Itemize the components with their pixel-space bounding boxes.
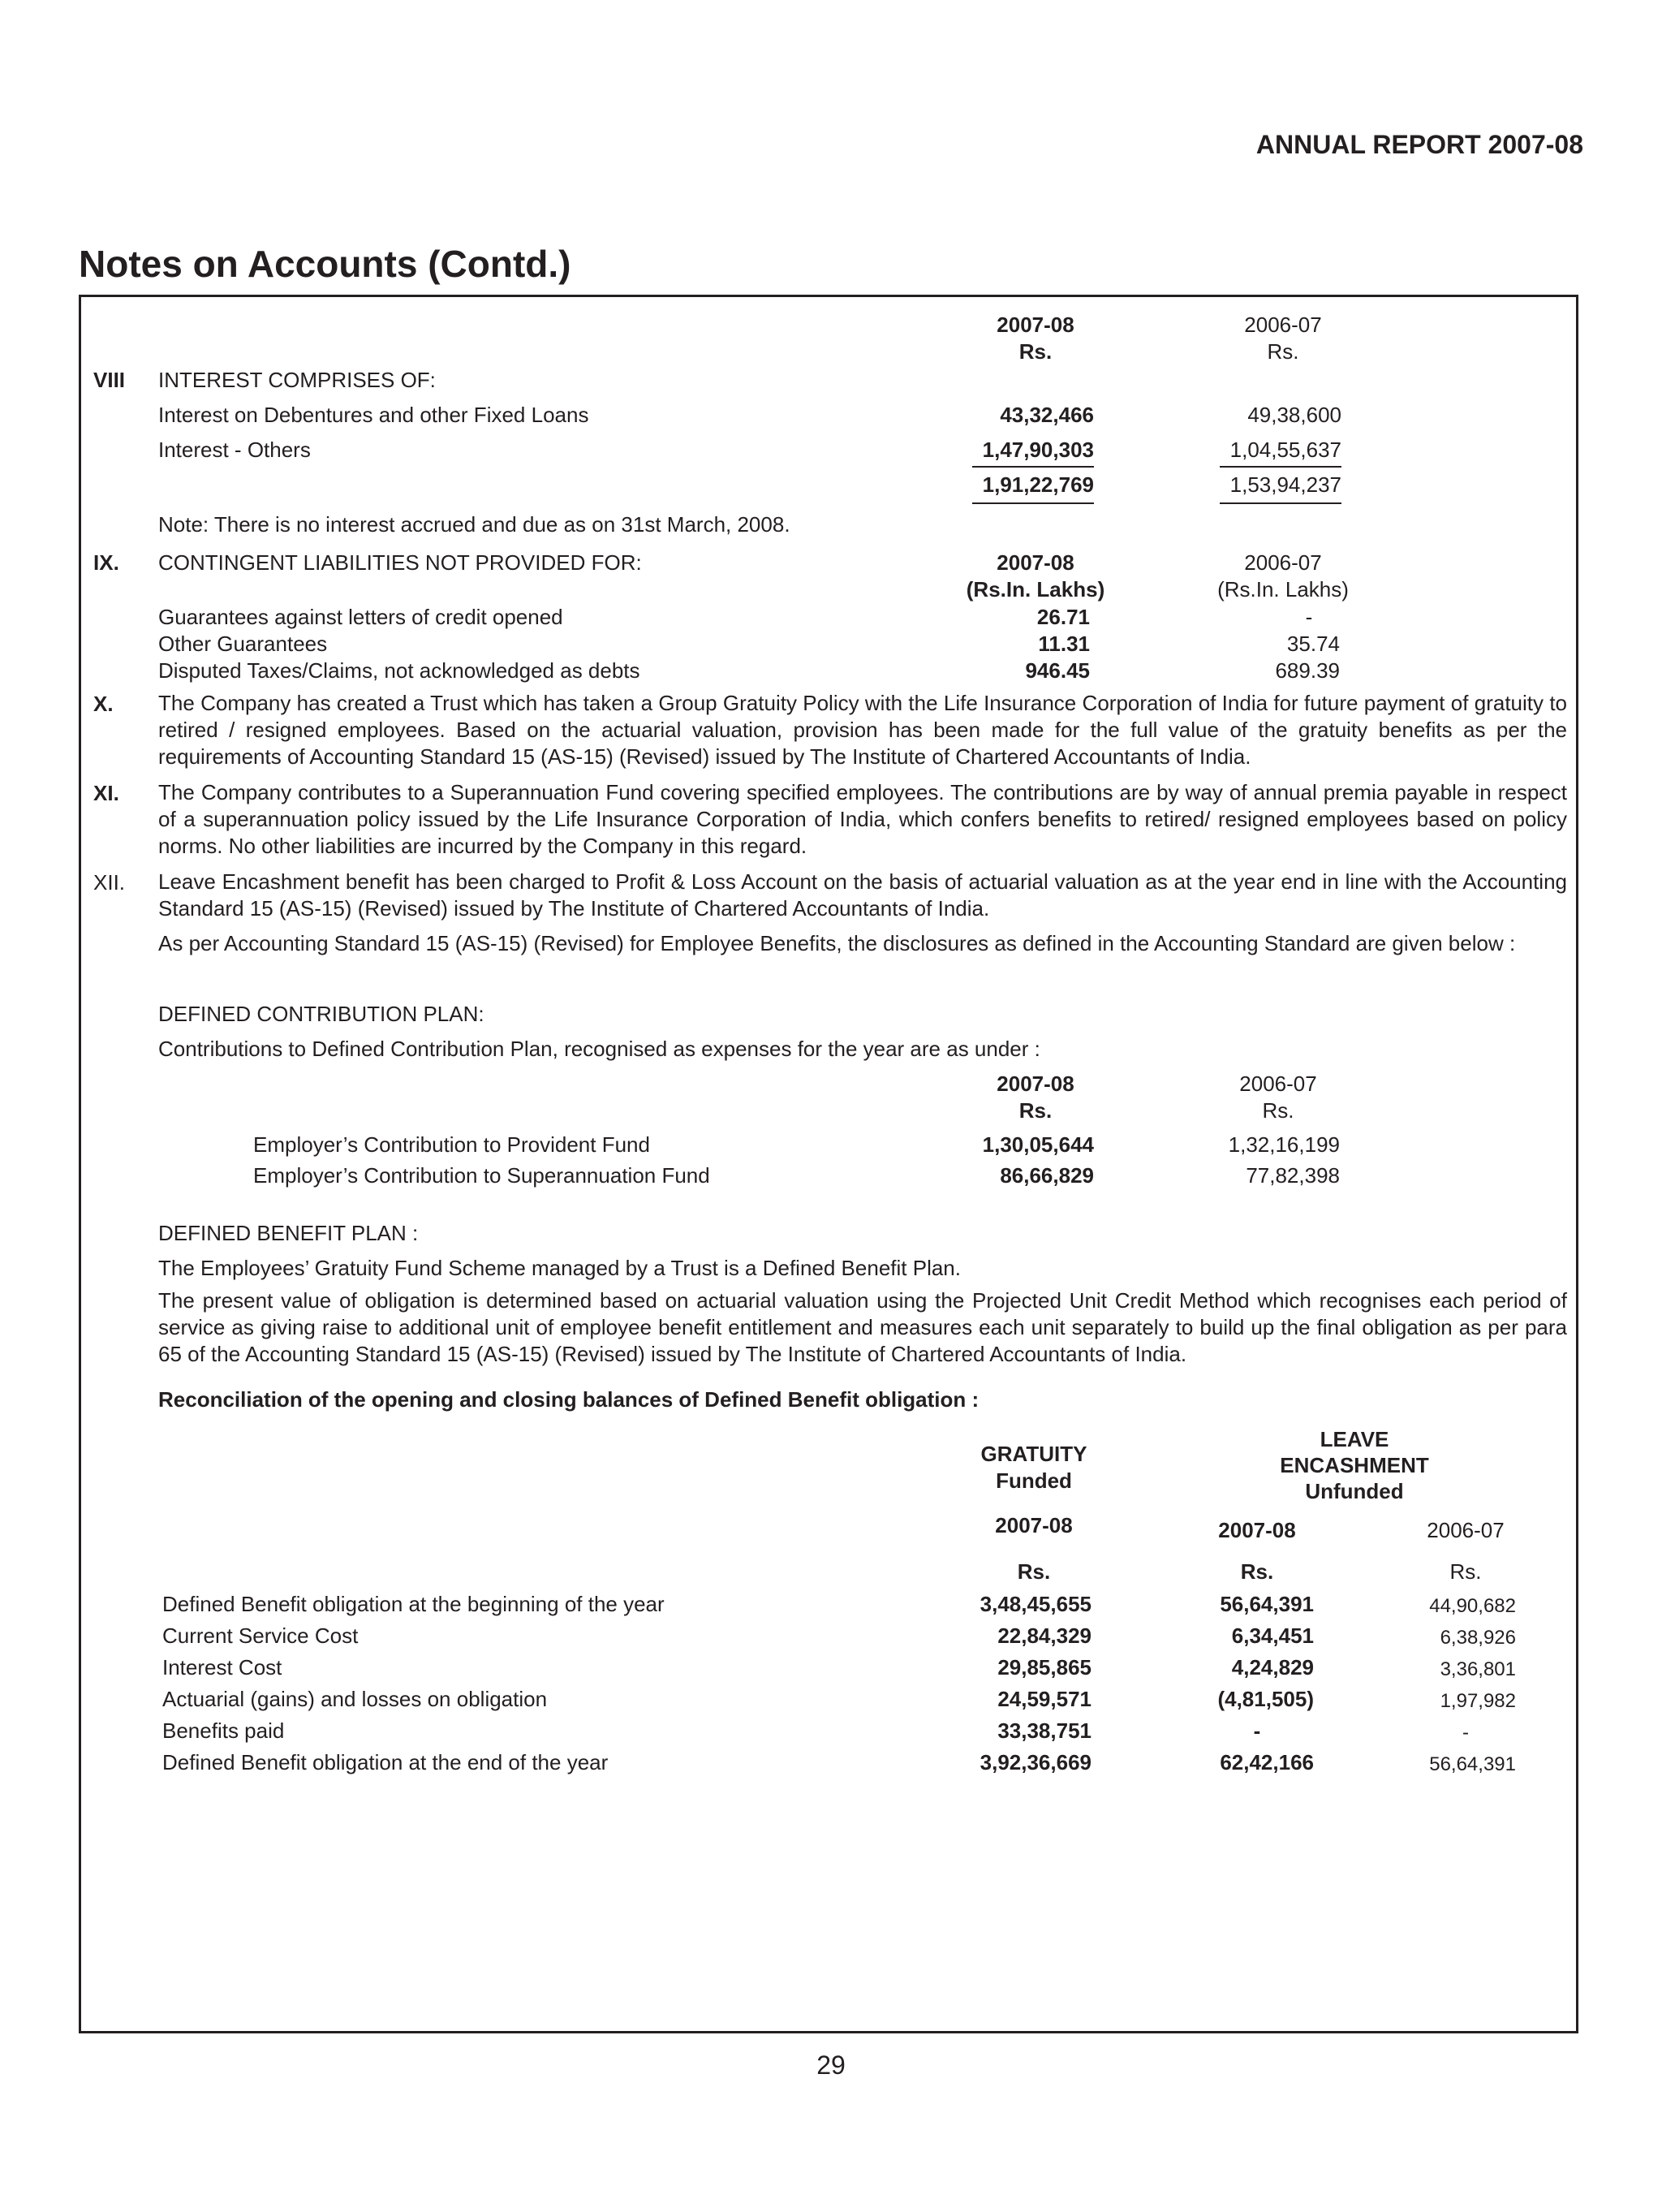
recon-unit-gratuity: Rs. — [1017, 1559, 1051, 1584]
recon-row-leave-2007: 3,36,801 — [1440, 1658, 1516, 1680]
viii-label: VIII — [93, 368, 126, 392]
viii-col-2008-unit: Rs. — [1018, 339, 1053, 364]
dc-row-value-2008: 86,66,829 — [1000, 1163, 1094, 1188]
viii-total-2008: 1,91,22,769 — [982, 472, 1094, 497]
recon-row-leave-2008: 56,64,391 — [1220, 1592, 1314, 1616]
ix-label: IX. — [93, 550, 119, 575]
viii-row-label: Interest on Debentures and other Fixed Loans — [158, 403, 589, 427]
viii-col-2008: 2007-08 — [997, 313, 1074, 337]
ix-heading: CONTINGENT LIABILITIES NOT PROVIDED FOR: — [158, 550, 642, 575]
dc-row-value-2008: 1,30,05,644 — [982, 1132, 1094, 1157]
recon-row-gratuity: 3,92,36,669 — [980, 1750, 1091, 1774]
db-paragraph: The present value of obligation is determined based on actuarial valuation using the Projected Unit Credit Method which recognises each period of service as giving raise to additional unit of employee benefit entitlement and measures each unit separately to build up the final obligation as per para 65 of the Accounting Standard 15 (AS-15) (Revised) issued by The Institute of Chartered Accountants of India. — [158, 1288, 1567, 1366]
recon-row-gratuity: 22,84,329 — [997, 1623, 1091, 1648]
dc-col-2008: 2007-08 — [997, 1072, 1074, 1096]
ix-col-2008: 2007-08 — [997, 550, 1074, 575]
ix-row-value-2007: 689.39 — [1275, 658, 1340, 683]
xi-paragraph: The Company contributes to a Superannuation Fund covering specified employees. The contributions are by way of annual premia payable in respect of a superannuation policy issued by the Life Insurance Corporation of India, which confers benefits to retired/ resigned employees based on policy norms. No other liabilities are incurred by the Company in this regard. — [158, 780, 1567, 858]
recon-gratuity-subheader: Funded — [996, 1468, 1072, 1493]
recon-year-leave-2008: 2007-08 — [1218, 1518, 1296, 1542]
page-number: 29 — [816, 2050, 846, 2080]
recon-row-leave-2007: 56,64,391 — [1429, 1753, 1516, 1775]
dc-col-2007: 2006-07 — [1239, 1072, 1317, 1096]
recon-unit-leave-2007: Rs. — [1449, 1559, 1482, 1584]
viii-row-label: Interest - Others — [158, 438, 311, 462]
viii-note: Note: There is no interest accrued and due as on 31st March, 2008. — [158, 512, 790, 537]
ix-col-2007-unit: (Rs.In. Lakhs) — [1217, 577, 1349, 602]
dc-row-label: Employer’s Contribution to Provident Fund — [253, 1132, 650, 1157]
viii-row-value-2008: 43,32,466 — [1000, 403, 1094, 427]
recon-row-leave-2008: 6,34,451 — [1231, 1623, 1314, 1648]
dc-row-value-2007: 77,82,398 — [1246, 1163, 1340, 1188]
x-label: X. — [93, 692, 114, 716]
page-title: Notes on Accounts (Contd.) — [79, 243, 571, 285]
recon-leave-header-2: ENCASHMENT — [1280, 1453, 1429, 1477]
recon-gratuity-header: GRATUITY — [980, 1442, 1087, 1466]
viii-total-2007: 1,53,94,237 — [1229, 472, 1341, 497]
ix-col-2007: 2006-07 — [1244, 550, 1322, 575]
recon-row-label: Benefits paid — [162, 1718, 285, 1743]
recon-row-gratuity: 29,85,865 — [997, 1655, 1091, 1679]
recon-year-gratuity: 2007-08 — [995, 1513, 1073, 1537]
x-paragraph: The Company has created a Trust which has taken a Group Gratuity Policy with the Life Insurance Corporation of India for future payment of gratuity to retired / resigned employees. Based on the actuarial valuation, provision has been made for the full value of the gratuity benefits as per the requirements of Accounting Standard 15 (AS-15) (Revised) issued by The Institute of Chartered Accountants of India. — [158, 691, 1567, 769]
recon-row-leave-2008: 4,24,829 — [1231, 1655, 1314, 1679]
viii-total-rule-2007 — [1220, 502, 1341, 504]
recon-leave-subheader: Unfunded — [1305, 1479, 1404, 1503]
dc-row-value-2007: 1,32,16,199 — [1228, 1132, 1340, 1157]
dc-intro: Contributions to Defined Contribution Plan, recognised as expenses for the year are as under : — [158, 1037, 1040, 1061]
recon-row-gratuity: 3,48,45,655 — [980, 1592, 1091, 1616]
recon-row-label: Interest Cost — [162, 1655, 282, 1679]
recon-row-label: Actuarial (gains) and losses on obligation — [162, 1687, 548, 1711]
recon-row-leave-2007: 1,97,982 — [1440, 1690, 1516, 1712]
recon-row-leave-2007: 6,38,926 — [1440, 1627, 1516, 1649]
recon-row-leave-2007: - — [1462, 1722, 1469, 1744]
recon-row-gratuity: 24,59,571 — [997, 1687, 1091, 1711]
xii-paragraph-1: Leave Encashment benefit has been charged to Profit & Loss Account on the basis of actuarial valuation as at the year end in line with the Accounting Standard 15 (AS-15) (Revised) issued by The Institute of Chartered Accountants of India. — [158, 869, 1567, 921]
viii-col-2007-unit: Rs. — [1267, 339, 1299, 364]
recon-row-label: Current Service Cost — [162, 1623, 359, 1648]
viii-subtotal-rule-2008 — [972, 466, 1094, 468]
recon-row-leave-2008: - — [1253, 1718, 1261, 1743]
recon-row-label: Defined Benefit obligation at the beginning of the year — [162, 1592, 665, 1616]
recon-row-leave-2007: 44,90,682 — [1429, 1595, 1516, 1617]
viii-row-value-2007: 49,38,600 — [1247, 403, 1341, 427]
recon-row-label: Defined Benefit obligation at the end of the year — [162, 1750, 609, 1774]
xii-paragraph-2: As per Accounting Standard 15 (AS-15) (Revised) for Employee Benefits, the disclosures as defined in the Accounting Standard are given below : — [158, 931, 1516, 955]
ix-row-value-2008: 11.31 — [1038, 632, 1090, 656]
recon-year-leave-2007: 2006-07 — [1427, 1518, 1505, 1542]
recon-row-leave-2008: 62,42,166 — [1220, 1750, 1314, 1774]
recon-leave-header: LEAVE — [1320, 1427, 1389, 1451]
ix-row-label: Disputed Taxes/Claims, not acknowledged as debts — [158, 658, 640, 683]
viii-subtotal-rule-2007 — [1220, 466, 1341, 468]
viii-row-value-2007: 1,04,55,637 — [1229, 438, 1341, 462]
report-header: ANNUAL REPORT 2007-08 — [1255, 130, 1583, 159]
xi-label: XI. — [93, 781, 119, 805]
db-heading: DEFINED BENEFIT PLAN : — [158, 1221, 419, 1245]
dc-row-label: Employer’s Contribution to Superannuation Fund — [253, 1163, 710, 1188]
recon-row-leave-2008: (4,81,505) — [1217, 1687, 1314, 1711]
viii-heading: INTEREST COMPRISES OF: — [158, 368, 436, 392]
viii-row-value-2008: 1,47,90,303 — [982, 438, 1094, 462]
ix-row-value-2007: - — [1305, 605, 1313, 629]
xii-label: XII. — [93, 870, 126, 895]
recon-unit-leave-2008: Rs. — [1240, 1559, 1274, 1584]
db-intro: The Employees’ Gratuity Fund Scheme managed by a Trust is a Defined Benefit Plan. — [158, 1256, 961, 1280]
ix-row-value-2008: 946.45 — [1025, 658, 1090, 683]
ix-col-2008-unit: (Rs.In. Lakhs) — [966, 577, 1105, 602]
dc-heading: DEFINED CONTRIBUTION PLAN: — [158, 1002, 484, 1026]
recon-heading: Reconciliation of the opening and closing balances of Defined Benefit obligation : — [158, 1387, 980, 1412]
viii-total-rule-2008 — [972, 502, 1094, 504]
viii-col-2007: 2006-07 — [1244, 313, 1322, 337]
ix-row-value-2007: 35.74 — [1286, 632, 1340, 656]
ix-row-value-2008: 26.71 — [1036, 605, 1090, 629]
dc-col-2008-unit: Rs. — [1018, 1098, 1053, 1123]
ix-row-label: Other Guarantees — [158, 632, 328, 656]
dc-col-2007-unit: Rs. — [1262, 1098, 1294, 1123]
recon-row-gratuity: 33,38,751 — [997, 1718, 1091, 1743]
ix-row-label: Guarantees against letters of credit opened — [158, 605, 563, 629]
